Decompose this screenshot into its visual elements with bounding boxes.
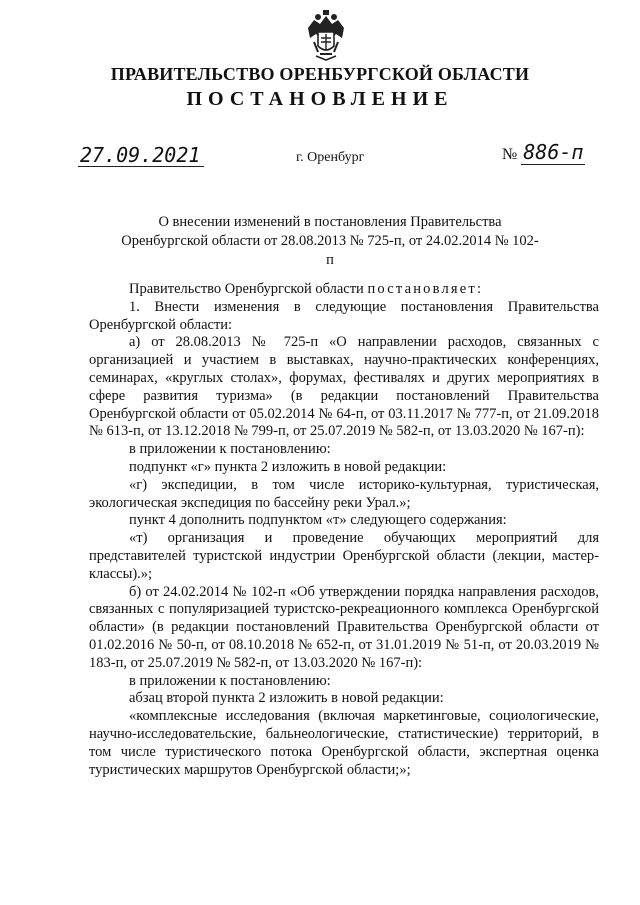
- body-paragraph: в приложении к постановлению:: [129, 672, 331, 689]
- document-subject: О внесении изменений в постановления Правительства Оренбургской области от 28.08.2013 № 725-п, от 24.02.2014 № 102-п: [121, 214, 539, 268]
- document-type-title: ПОСТАНОВЛЕНИЕ: [186, 88, 454, 110]
- intro-lead: Правительство Оренбургской области: [129, 281, 368, 297]
- number-value: 886-п: [523, 140, 584, 164]
- decree-word: постановляет:: [367, 281, 484, 297]
- body-paragraph: «т) организация и проведение обучающих мероприятий для представителей туристской индустрии Оренбургской области (лекции, мастер-классы).»;: [89, 530, 599, 582]
- organization-title: ПРАВИТЕЛЬСТВО ОРЕНБУРГСКОЙ ОБЛАСТИ: [110, 64, 530, 84]
- body-paragraph: подпункт «г» пункта 2 изложить в новой редакции:: [129, 458, 447, 475]
- document-city: г. Оренбург: [296, 150, 365, 165]
- intro-paragraph: [89, 281, 599, 299]
- body-paragraph: абзац второй пункта 2 изложить в новой редакции:: [129, 690, 444, 707]
- document-number: [502, 140, 585, 164]
- body-paragraph: а) от 28.08.2013 № 725-п «О направлении расходов, связанных с организацией и участием в выставках, научно-практических конференциях, семинарах, «круглых столах», форумах, фестивалях и других мероприятиях в сфере развития туризма» (в редакции постановлений Правительства Оренбургской области от 05.02.2014 № 64-п, от 03.11.2017 № 777-п, от 21.09.2018 № 613-п, от 13.12.2018 № 799-п, от 25.07.2019 № 582-п, от 13.03.2020 № 167-п):: [89, 334, 599, 440]
- document-body: [89, 281, 599, 779]
- body-paragraph: в приложении к постановлению:: [129, 441, 331, 458]
- body-paragraph: 1. Внести изменения в следующие постановления Правительства Оренбургской области:: [89, 298, 599, 333]
- body-paragraph: пункт 4 дополнить подпунктом «т» следующего содержания:: [129, 512, 507, 529]
- coat-of-arms-icon: [304, 8, 348, 62]
- body-paragraph: «комплексные исследования (включая маркетинговые, социологические, научно-исследовательские, бальнеологические, статистические) территорий, в том числе туристического потока Оренбургской области, экспертная оценка туристических маршрутов Оренбургской области;»;: [89, 708, 599, 778]
- document-date: 27.09.2021: [78, 144, 204, 167]
- number-sign: №: [502, 146, 518, 163]
- body-paragraph: «г) экспедиции, в том числе историко-культурная, туристическая, экологическая экспедиция по бассейну реки Урал.»;: [89, 476, 599, 511]
- body-paragraph: б) от 24.02.2014 № 102-п «Об утверждении порядка направления расходов, связанных с популяризацией туристско-рекреационного комплекса Оренбургской области» (в редакции постановлений Правительства Оренбургской области от 01.02.2016 № 50-п, от 08.10.2018 № 652-п, от 31.01.2019 № 51-п, от 20.03.2019 № 183-п, от 25.07.2019 № 582-п, от 13.03.2020 № 167-п):: [89, 583, 599, 671]
